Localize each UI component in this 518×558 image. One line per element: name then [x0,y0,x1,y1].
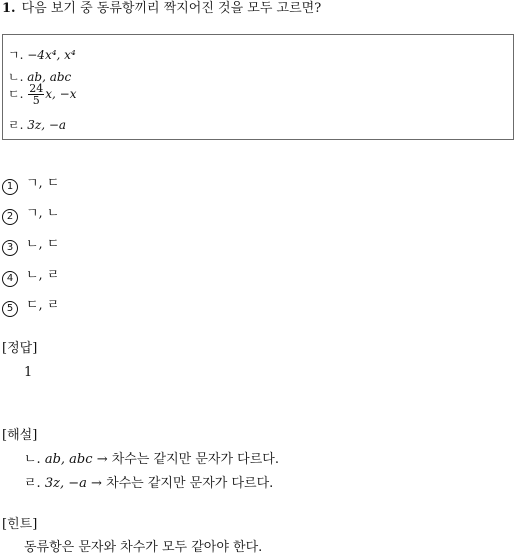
arrow-icon: → [91,476,102,491]
example-box [2,34,514,140]
choice-3[interactable] [2,236,59,256]
explanation-line-label: ㄹ. [24,476,41,491]
example-item-expr: ab, abc [27,70,72,84]
explanation-line-label: ㄴ. [24,452,41,467]
fraction [28,83,44,106]
example-item-expr: x, −x [45,87,77,101]
answer-value: 1 [24,365,33,380]
hint-text: 동류항은 문자와 차수가 모두 같아야 한다. [24,540,263,555]
arrow-icon: → [96,452,108,467]
example-item [8,46,76,63]
choice-4[interactable] [2,267,59,287]
answer-heading: [정답] [2,341,38,356]
example-item-label: ㄹ. [8,118,24,132]
explanation-line-text: 차수는 같지만 문자가 다르다. [106,476,274,491]
choice-5[interactable] [2,297,59,317]
example-item-label: ㄴ. [8,70,24,84]
choice-number-badge: 2 [2,209,18,225]
example-item-expr: 3z, −a [27,118,67,132]
choice-1[interactable] [2,175,59,195]
question-text: 다음 보기 중 동류항끼리 짝지어진 것을 모두 고르면? [21,1,322,16]
explanation-line-expr: ab, abc [44,452,93,467]
hint-heading: [힌트] [2,517,38,532]
choice-number-badge: 5 [2,301,18,317]
choice-number-badge: 1 [2,179,18,195]
question-title [2,0,321,18]
example-item-expr: −4x⁴, x⁴ [27,48,76,62]
choice-number-badge: 3 [2,240,18,256]
explanation-line [24,475,273,493]
choice-text: ㄴ, ㄷ [26,237,60,252]
choice-number-badge: 4 [2,271,18,287]
choice-text: ㄱ, ㄴ [26,206,60,221]
choice-2[interactable] [2,205,59,225]
choice-text: ㄴ, ㄹ [26,268,60,283]
explanation-line-expr: 3z, −a [44,476,87,491]
explanation-heading: [해설] [2,428,38,443]
choice-text: ㄷ, ㄹ [26,298,60,313]
example-item-label: ㄱ. [8,48,24,62]
choice-text: ㄱ, ㄷ [26,176,60,191]
explanation-line [24,451,279,469]
question-number: 1. [2,1,16,16]
fraction-numerator: 24 [29,82,44,95]
explanation-line-text: 차수는 같지만 문자가 다르다. [111,452,279,467]
example-item [8,116,66,133]
example-item [8,83,76,106]
fraction-denominator: 5 [32,94,40,107]
example-item-label: ㄷ. [8,87,24,101]
